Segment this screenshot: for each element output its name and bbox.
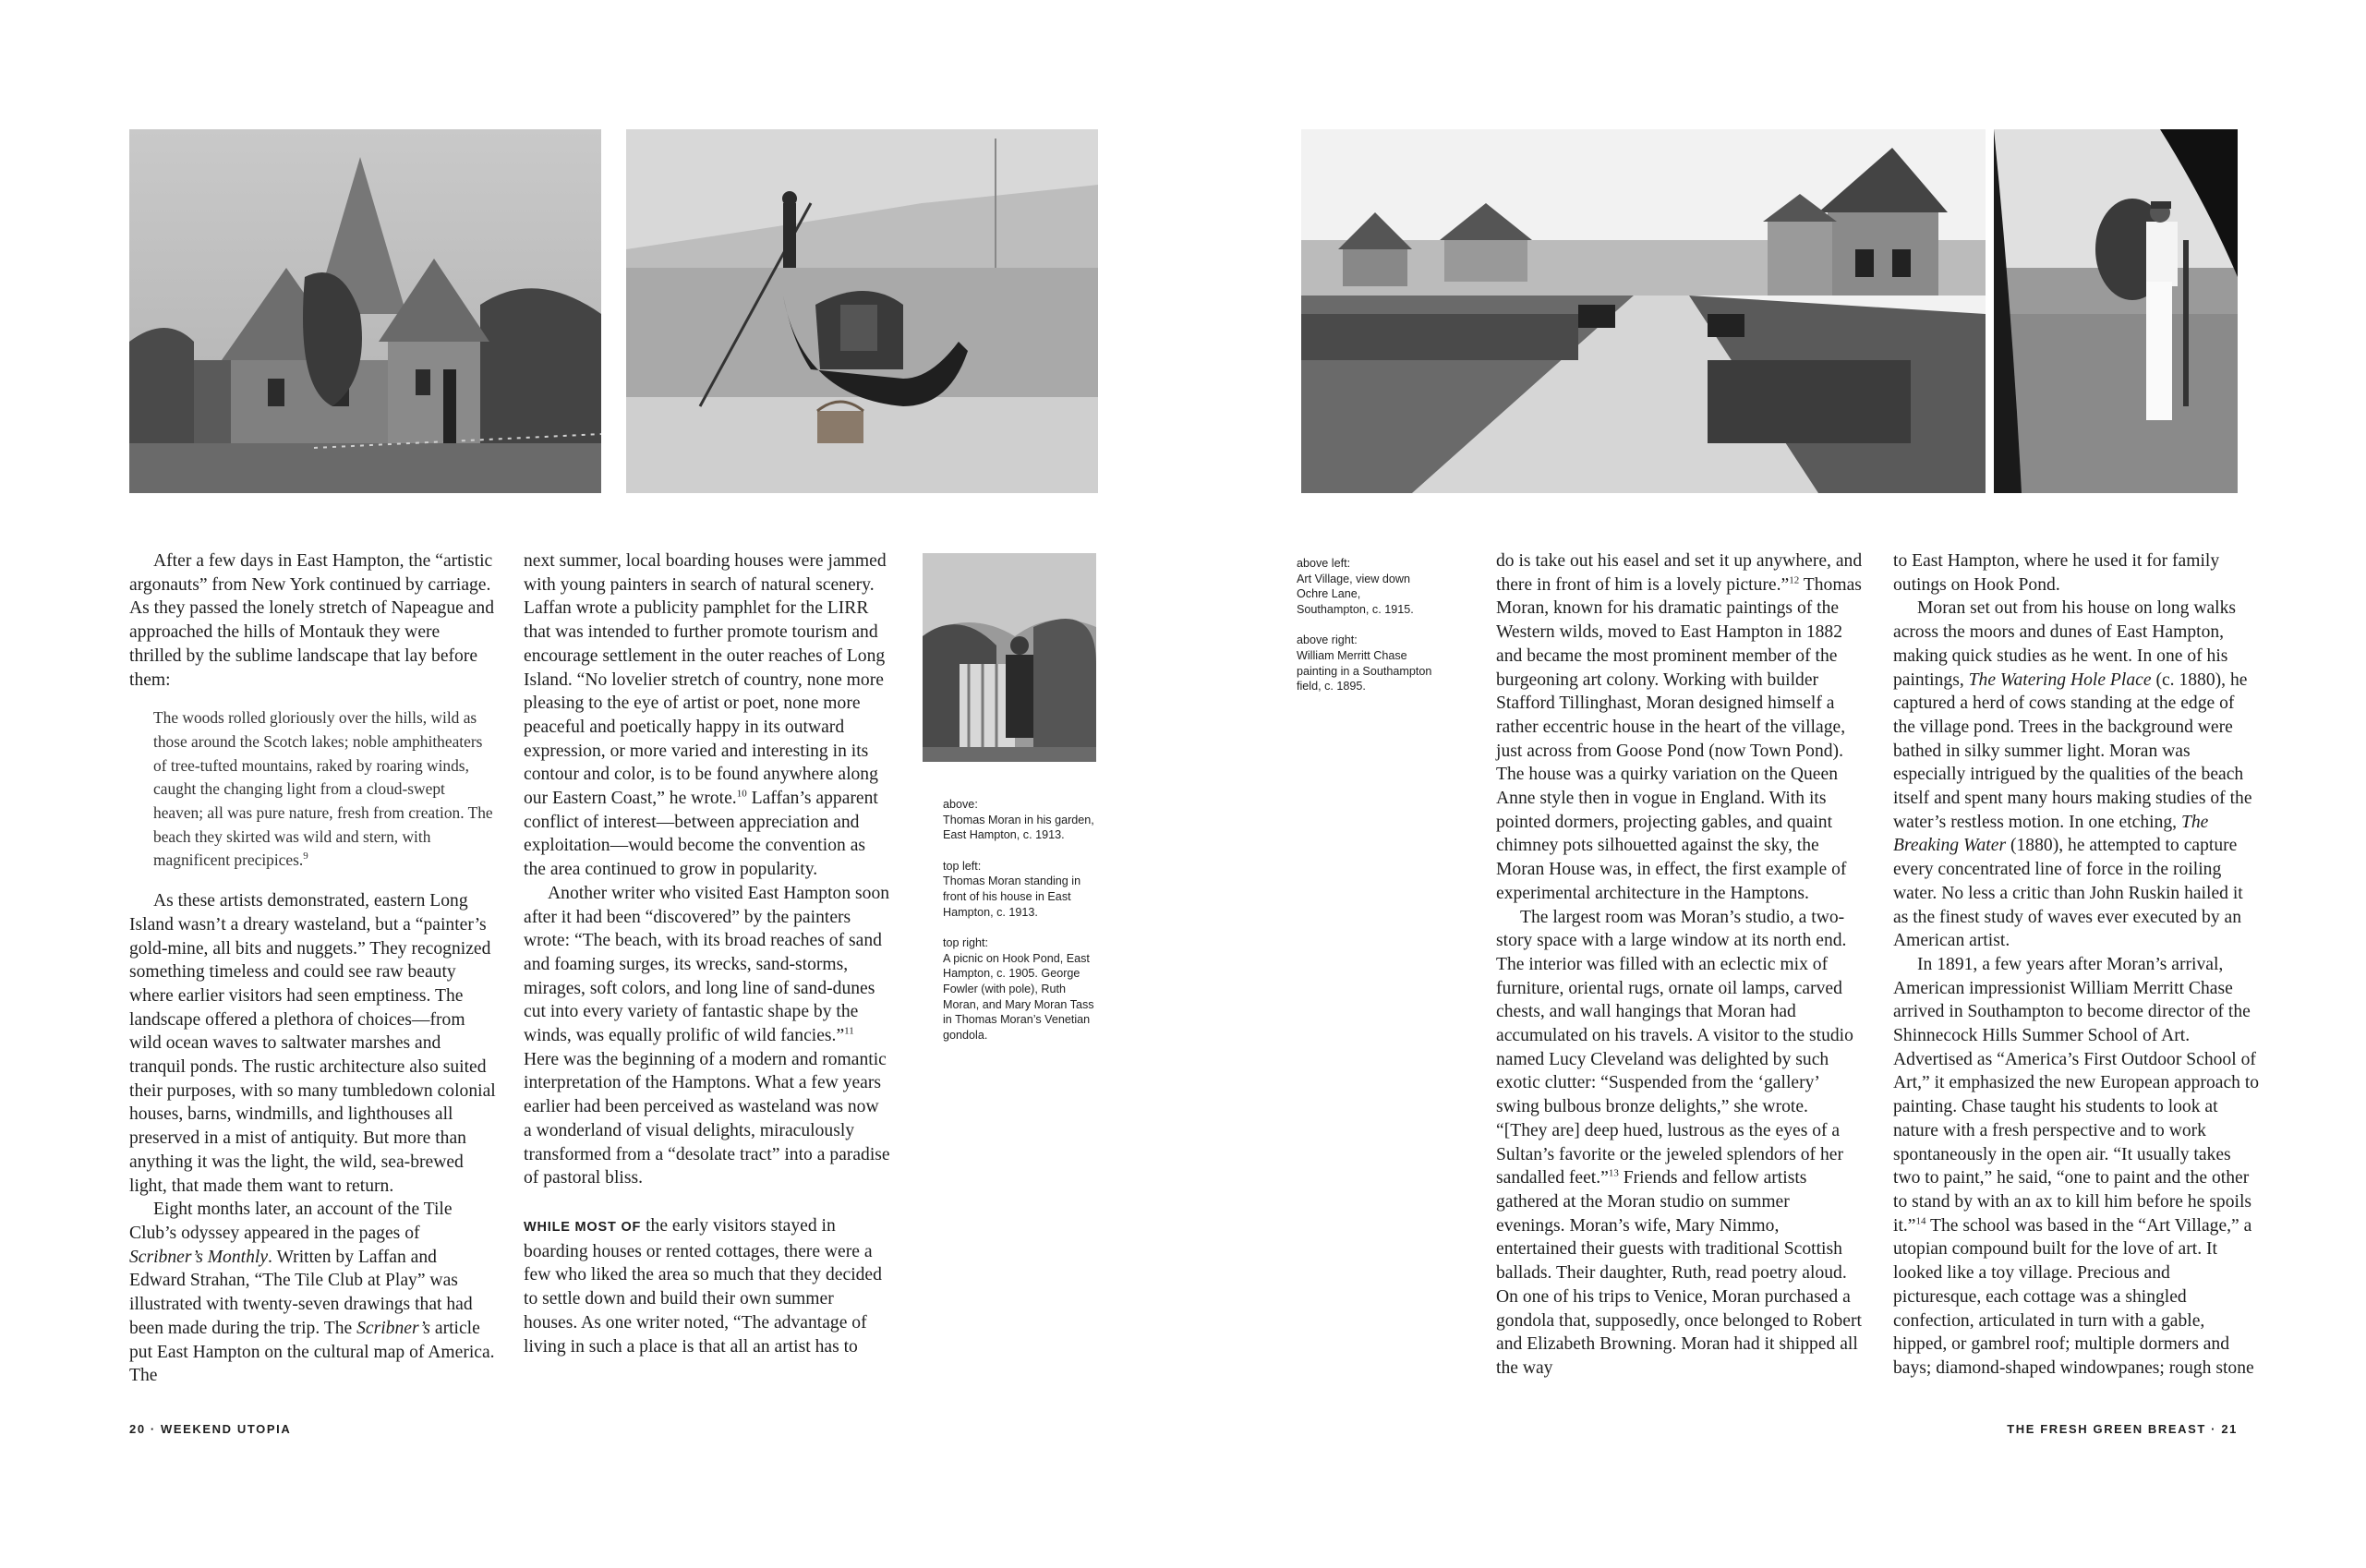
left-folio: 20 · WEEKEND UTOPIA <box>129 1422 292 1436</box>
paragraph: In 1891, a few years after Moran’s arrival, American impressionist William Merritt Chase arrived in Southampton to become director of the Shinnecock Hills Summer School of Art. Advertised as “America’s First Outdoor School of Art,” it emphasized the new European approach to painting. Chase taught his students to look at nature with a fresh perspective and to work spontaneously in the open air. “It usually takes two to paint,” he said, “one to paint and the other to stand by with an ax to kill him before he spoils it.”$^{14}$ The school was based in the “Art Village,” a utopian compound built for the love of art. It looked like a toy village. Precious and picturesque, each cottage was a shingled confection, articulated in turn with a gable, hipped, or gambrel roof; multiple dormers and bays; diamond-shaped windowpanes; rough stone <box>1893 954 2260 1378</box>
right-folio: THE FRESH GREEN BREAST · 21 <box>2007 1422 2238 1436</box>
caption-above-right: above right: William Merritt Chase painting in a Southampton field, c. 1895. <box>1297 633 1432 694</box>
left-column-2 <box>524 549 890 1358</box>
block-quote: The woods rolled gloriously over the hills, wild as those around the Scotch lakes; noble amphitheaters of tree-tufted mountains, raked by roaring winds, caught the changing light from a cloud-swept heaven; all was pure nature, fresh from creation. The beach they skirted was wild and stern, with magnificent precipices.$^9$ <box>153 708 493 870</box>
paragraph: As these artists demonstrated, eastern Long Island wasn’t a dreary wasteland, but a “painter’s gold-mine, all bits and nuggets.” They recognized something timeless and could see raw beauty where earlier visitors had seen emptiness. The landscape offered a plethora of choices—from wild ocean waves to saltwater marshes and tranquil ponds. The rustic architecture also suited their purposes, with so many tumbledown colonial houses, barns, windmills, and lighthouses all preserved in a mist of antiquity. But more than anything it was the light, the wild, sea-brewed light, that made them want to return. <box>129 891 496 1196</box>
paragraph: to East Hampton, where he used it for family outings on Hook Pond. <box>1893 551 2220 595</box>
paragraph: do is take out his easel and set it up anywhere, and there in front of him is a lovely picture.”$^{12}$ Thomas Moran, known for his dramatic paintings of the Western wilds, moved to East Hampton in 1882 and became the most prominent member of the burgeoning art colony. Working with builder Stafford Tillinghast, Moran designed himself a rather eccentric house in the heart of the village, just across from Goose Pond (now Town Pond). The house was a quirky variation on the Queen Anne style then in vogue in England. With its pointed dormers, projecting gables, and quaint chimney pots silhouetted against the sky, the Moran House was, in effect, the first example of experimental architecture in the Hamptons. <box>1496 551 1863 903</box>
village-street-photo <box>1301 129 1986 493</box>
right-column-2 <box>1893 549 2260 1381</box>
caption-top-right: top right: A picnic on Hook Pond, East Hampton, c. 1905. George Fowler (with pole), Ruth Moran, and Mary Moran Tass in Thomas Moran’s Venetian gondola. <box>943 936 1094 1042</box>
garden-gate-photo <box>923 553 1096 762</box>
paragraph: Moran set out from his house on long walks across the moors and dunes of East Hampton, making quick studies as he went. In one of his paintings, The Watering Hole Place (c. 1880), he captured a herd of cows standing at the edge of the village pond. Trees in the background were bathed in silky summer light. Moran was especially intrigued by the qualities of the beach itself and spent many hours making studies of the water’s restless motion. In one etching, The Breaking Water (1880), he attempted to capture every concentrated line of force in the roiling water. No less a critic than John Ruskin hailed it as the finest study of waves ever executed by an American artist. <box>1893 598 2252 951</box>
left-column-1 <box>129 549 496 1388</box>
gondola-photo <box>626 129 1098 493</box>
paragraph: Eight months later, an account of the Tile Club’s odyssey appeared in the pages of Scribner’s Monthly. Written by Laffan and Edward Strahan, “The Tile Club at Play” was illustrated with twenty-seven drawings that had been made during the trip. The Scribner’s article put East Hampton on the cultural map of America. The <box>129 1200 495 1386</box>
paragraph: next summer, local boarding houses were jammed with young painters in search of natural scenery. Laffan wrote a publicity pamphlet for the LIRR that was intended to further promote tourism and encourage settlement in the outer reaches of Long Island. “No lovelier stretch of country, none more pleasing to the eye of artist or poet, none more peaceful and poetically happy in its outward expression, or more varied and interesting in its contour and color, is to be found anywhere along our Eastern Coast,” he wrote.$^{10}$ Laffan’s apparent conflict of interest—between appreciation and exploitation—would become the convention as the area continued to grow in popularity. <box>524 551 887 880</box>
house-photo <box>129 129 601 493</box>
caption-above-left: above left: Art Village, view down Ochre Lane, Southampton, c. 1915. <box>1297 557 1414 616</box>
paragraph: Another writer who visited East Hampton soon after it had been “discovered” by the painters wrote: “The beach, with its broad reaches of sand and foaming surges, its wrecks, sand-storms, mirages, soft colors, and long line of sand-dunes cut into every variety of fantastic shape by the winds, was equally prolific of wild fancies.”$^{11}$ Here was the beginning of a modern and romantic interpretation of the Hamptons. What a few years earlier had been perceived as wasteland was now a wonderland of visual delights, miraculously transformed from a “desolate tract” into a paradise of pastoral bliss. <box>524 883 890 1188</box>
paragraph: WHILE MOST OF the early visitors stayed in boarding houses or rented cottages, there were a few who liked the area so much that they decided to settle down and build their own summer houses. As one writer noted, “The advantage of living in such a place is that all an artist has to <box>524 1215 882 1357</box>
paragraph: The largest room was Moran’s studio, a two-story space with a large window at its north end. The interior was filled with an eclectic mix of furniture, oriental rugs, ornate oil lamps, carved chests, and wall hangings that Moran had accumulated on his travels. A visitor to the studio named Lucy Cleveland was delighted by such exotic clutter: “Suspended from the ‘gallery’ swing bulbous bronze delights,” she wrote. “[They are] deep hued, lustrous as the eyes of a Sultan’s favorite or the jeweled splendors of her sandalled feet.”$^{13}$ Friends and fellow artists gathered at the Moran studio on summer evenings. Moran’s wife, Mary Nimmo, entertained their guests with traditional Scottish ballads. Their daughter, Ruth, read poetry aloud. On one of his trips to Venice, Moran purchased a gondola that, supposedly, once belonged to Robert and Elizabeth Browning. Moran had it shipped all the way <box>1496 907 1862 1378</box>
left-captions <box>943 797 1100 1058</box>
caption-above: above: Thomas Moran in his garden, East Hampton, c. 1913. <box>943 798 1094 842</box>
run-in-lead: WHILE MOST OF <box>524 1219 642 1235</box>
paragraph: After a few days in East Hampton, the “artistic argonauts” from New York continued by carriage. As they passed the lonely stretch of Napeague and approached the hills of Montauk they were thrilled by the sublime landscape that lay before them: <box>129 551 495 690</box>
right-column-1 <box>1496 549 1863 1381</box>
painter-photo <box>1994 129 2238 493</box>
caption-top-left: top left: Thomas Moran standing in front of his house in East Hampton, c. 1913. <box>943 859 1081 919</box>
right-captions <box>1297 556 1435 710</box>
